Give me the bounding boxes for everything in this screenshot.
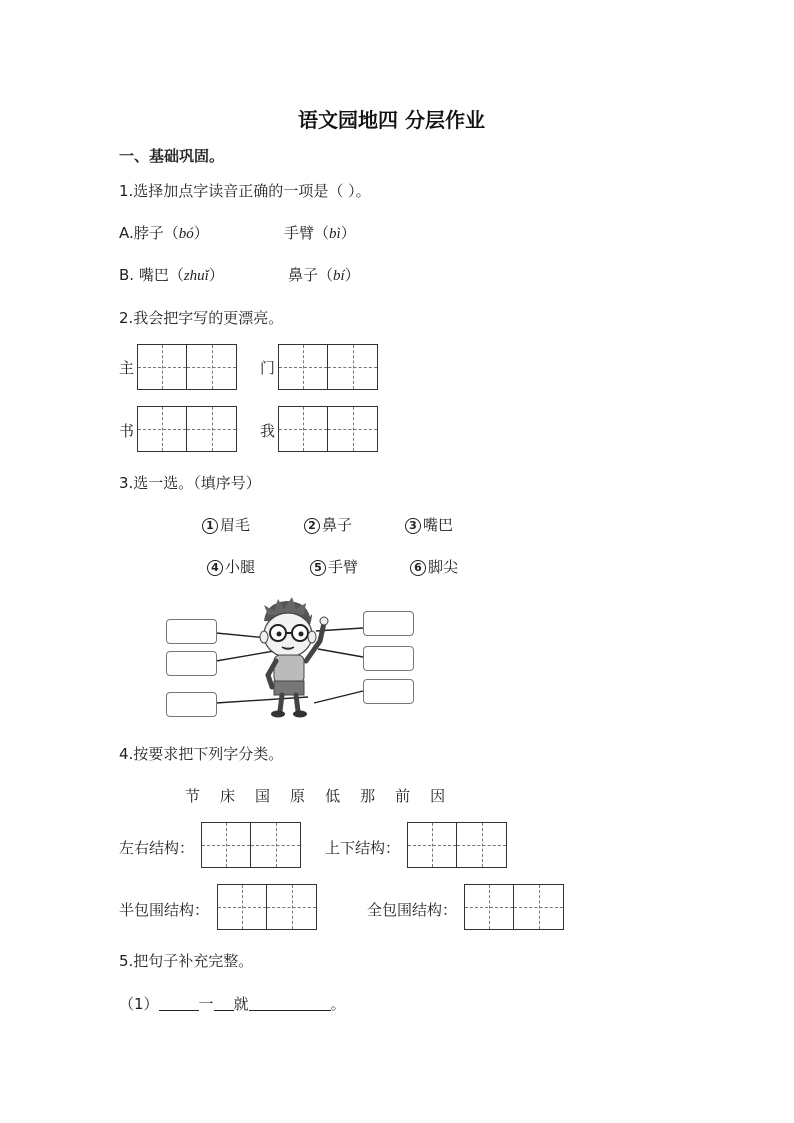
num-3-icon: 3 xyxy=(405,518,421,534)
q5-word-yi: 一 xyxy=(198,995,214,1013)
q3-option xyxy=(202,514,250,535)
grid-full-enclosed[interactable] xyxy=(464,884,564,930)
q4-char: 低 xyxy=(325,787,341,805)
answer-box-left-3[interactable] xyxy=(166,692,217,717)
writing-grid-shu[interactable] xyxy=(137,406,237,452)
q4-char-list xyxy=(185,785,465,806)
grid-half-enclosed[interactable] xyxy=(217,884,317,930)
q3-option-text: 脚尖 xyxy=(428,558,459,576)
q1-stem: 1.选择加点字读音正确的一项是（ ）。 xyxy=(119,182,371,200)
answer-box-right-1[interactable] xyxy=(363,611,414,636)
q5-end-mark: 。 xyxy=(330,995,346,1013)
q4-char: 因 xyxy=(430,787,446,805)
answer-box-right-2[interactable] xyxy=(363,646,414,671)
q1-a-close: ） xyxy=(193,224,209,242)
q5-sentence xyxy=(119,993,346,1014)
label-left-right: 左右结构： xyxy=(119,839,195,857)
q1-b-label: B. 嘴巴（ xyxy=(119,266,184,284)
q5-stem: 5.把句子补充完整。 xyxy=(119,952,254,970)
num-2-icon: 2 xyxy=(304,518,320,534)
q3-option-text: 小腿 xyxy=(225,558,256,576)
q3-option xyxy=(410,556,458,577)
q1-option-b xyxy=(119,264,224,285)
q3-option-text: 手臂 xyxy=(328,558,359,576)
fill-blank-1[interactable] xyxy=(159,996,199,1011)
q1-a-pinyin: bó xyxy=(178,226,194,242)
q2-stem: 2.我会把字写的更漂亮。 xyxy=(119,309,284,327)
q2-char-wo: 我 xyxy=(260,422,276,440)
q3-option xyxy=(405,514,453,535)
num-6-icon: 6 xyxy=(410,560,426,576)
q1-b2-pinyin: bí xyxy=(333,268,345,284)
fill-blank-3[interactable] xyxy=(249,996,331,1011)
q3-option xyxy=(207,556,255,577)
section-heading: 一、基础巩固。 xyxy=(119,147,225,165)
q3-option xyxy=(304,514,352,535)
q3-stem: 3.选一选。（填序号） xyxy=(119,474,261,492)
q2-char-men: 门 xyxy=(260,359,276,377)
q1-a2-label: 手臂（ xyxy=(284,224,330,242)
q5-word-jiu: 就 xyxy=(233,995,249,1013)
answer-box-left-1[interactable] xyxy=(166,619,217,644)
q3-option-text: 眉毛 xyxy=(220,516,251,534)
q5-item-number: （1） xyxy=(119,995,159,1013)
q4-char: 原 xyxy=(290,787,306,805)
label-full-enclosed: 全包围结构： xyxy=(367,901,458,919)
q1-b-pinyin: zhuǐ xyxy=(183,268,209,284)
label-top-bottom: 上下结构： xyxy=(325,839,401,857)
q4-char: 床 xyxy=(220,787,236,805)
q1-a-label: A.脖子（ xyxy=(119,224,179,242)
num-1-icon: 1 xyxy=(202,518,218,534)
q3-option-text: 嘴巴 xyxy=(423,516,454,534)
q4-char: 那 xyxy=(360,787,376,805)
writing-grid-wo[interactable] xyxy=(278,406,378,452)
grid-left-right[interactable] xyxy=(201,822,301,868)
q1-b2-close: ） xyxy=(344,266,360,284)
q4-char: 国 xyxy=(255,787,271,805)
q4-stem: 4.按要求把下列字分类。 xyxy=(119,745,284,763)
q1-b2-label: 鼻子（ xyxy=(288,266,334,284)
q1-a2-pinyin: bì xyxy=(329,226,341,242)
num-5-icon: 5 xyxy=(310,560,326,576)
fill-blank-2[interactable] xyxy=(214,996,234,1011)
q4-char: 节 xyxy=(185,787,201,805)
q3-option-text: 鼻子 xyxy=(322,516,353,534)
answer-box-right-3[interactable] xyxy=(363,679,414,704)
q2-char-shu: 书 xyxy=(119,422,135,440)
q2-char-zhu: 主 xyxy=(119,359,135,377)
grid-top-bottom[interactable] xyxy=(407,822,507,868)
writing-grid-men[interactable] xyxy=(278,344,378,390)
q1-a2-close: ） xyxy=(340,224,356,242)
answer-box-left-2[interactable] xyxy=(166,651,217,676)
q1-b-close: ） xyxy=(208,266,224,284)
q4-char: 前 xyxy=(395,787,411,805)
q1-option-a xyxy=(119,222,209,243)
q3-option xyxy=(310,556,358,577)
q1-option-b2 xyxy=(288,264,360,285)
label-half-enclosed: 半包围结构： xyxy=(119,901,210,919)
q1-option-a2 xyxy=(284,222,356,243)
page-title: 语文园地四 分层作业 xyxy=(298,108,485,132)
num-4-icon: 4 xyxy=(207,560,223,576)
writing-grid-zhu[interactable] xyxy=(137,344,237,390)
